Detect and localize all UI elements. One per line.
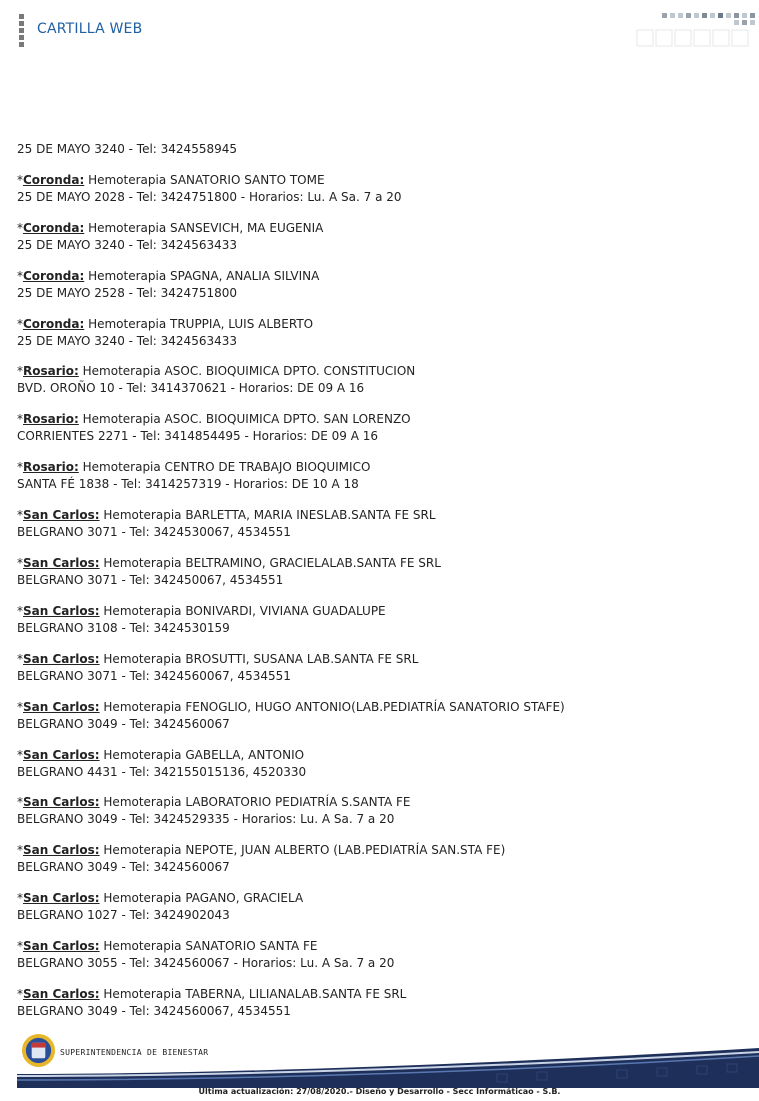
entry-name: Hemoterapia TABERNA, LILIANALAB.SANTA FE SRL <box>99 987 407 1002</box>
entry-name: Hemoterapia GABELLA, ANTONIO <box>99 747 305 762</box>
entry-name: Hemoterapia TRUPPIA, LUIS ALBERTO <box>84 316 314 331</box>
entry-detail: BELGRANO 3071 - Tel: 3424560067, 4534551 <box>17 668 291 683</box>
entry-title: *Rosario: Hemoterapia CENTRO DE TRABAJO BIOQUIMICO <box>17 460 371 475</box>
entry-detail: BELGRANO 1027 - Tel: 3424902043 <box>17 908 230 923</box>
entry-detail: 25 DE MAYO 3240 - Tel: 3424558945 <box>17 142 237 156</box>
entry-detail: BELGRANO 3071 - Tel: 342450067, 4534551 <box>17 573 284 588</box>
brand-title: CARTILLA WEB <box>37 21 143 37</box>
entry-city: Coronda: <box>23 220 85 235</box>
entry-city: San Carlos: <box>23 987 100 1002</box>
list-item <box>17 603 747 637</box>
entry-detail: BELGRANO 3055 - Tel: 3424560067 - Horarios: Lu. A Sa. 7 a 20 <box>17 956 395 971</box>
entry-title: *Coronda: Hemoterapia SPAGNA, ANALIA SILVINA <box>17 268 320 283</box>
entry-name: Hemoterapia ASOC. BIOQUIMICA DPTO. CONSTITUCION <box>78 364 416 379</box>
entry-detail: SANTA FÉ 1838 - Tel: 3414257319 - Horarios: DE 10 A 18 <box>17 477 359 492</box>
entry-city: San Carlos: <box>23 556 100 571</box>
entry-title: *San Carlos: Hemoterapia PAGANO, GRACIELA <box>17 891 304 906</box>
list-item <box>17 747 747 781</box>
entry-title: *Coronda: Hemoterapia TRUPPIA, LUIS ALBERTO <box>17 316 314 331</box>
list-item <box>17 411 747 445</box>
entry-title: *Coronda: Hemoterapia SANATORIO SANTO TOME <box>17 172 325 187</box>
entry-name: Hemoterapia SPAGNA, ANALIA SILVINA <box>84 268 320 283</box>
list-item <box>17 172 747 206</box>
entry-detail: 25 DE MAYO 3240 - Tel: 3424563433 <box>17 333 237 348</box>
list-item <box>17 316 747 350</box>
entry-title: *San Carlos: Hemoterapia TABERNA, LILIANALAB.SANTA FE SRL <box>17 987 407 1002</box>
entry-detail: BVD. OROÑO 10 - Tel: 3414370621 - Horarios: DE 09 A 16 <box>17 381 365 396</box>
entry-title: *San Carlos: Hemoterapia BONIVARDI, VIVIANA GUADALUPE <box>17 603 386 618</box>
list-item <box>17 986 747 1020</box>
footer-band <box>17 1036 759 1088</box>
entry-city: Coronda: <box>23 268 85 283</box>
entry-title: *San Carlos: Hemoterapia BROSUTTI, SUSANA LAB.SANTA FE SRL <box>17 651 419 666</box>
entry-name: Hemoterapia PAGANO, GRACIELA <box>99 891 304 906</box>
entry-name: Hemoterapia FENOGLIO, HUGO ANTONIO(LAB.PEDIATRÍA SANATORIO STAFE) <box>99 699 565 714</box>
list-item <box>17 363 747 397</box>
page-footer <box>0 1028 759 1101</box>
directory-listing <box>17 141 747 1034</box>
list-item <box>17 555 747 589</box>
entry-title: *San Carlos: Hemoterapia FENOGLIO, HUGO ANTONIO(LAB.PEDIATRÍA SANATORIO STAFE) <box>17 699 565 714</box>
entry-name: Hemoterapia ASOC. BIOQUIMICA DPTO. SAN LORENZO <box>78 412 411 427</box>
entry-city: Rosario: <box>23 460 79 475</box>
entry-detail: BELGRANO 3049 - Tel: 3424560067 <box>17 860 230 875</box>
organization-name: SUPERINTENDENCIA DE BIENESTAR <box>60 1048 209 1057</box>
entry-city: San Carlos: <box>23 651 100 666</box>
entry-city: Coronda: <box>23 172 85 187</box>
list-item <box>17 842 747 876</box>
entry-city: Coronda: <box>23 316 85 331</box>
entry-title: *Rosario: Hemoterapia ASOC. BIOQUIMICA DPTO. SAN LORENZO <box>17 412 411 427</box>
entry-detail: 25 DE MAYO 3240 - Tel: 3424563433 <box>17 237 237 252</box>
entry-name: Hemoterapia SANATORIO SANTO TOME <box>84 172 325 187</box>
entry-name: Hemoterapia SANATORIO SANTA FE <box>99 939 318 954</box>
entry-detail: BELGRANO 4431 - Tel: 342155015136, 4520330 <box>17 764 307 779</box>
brand-mark-icon <box>19 14 24 48</box>
entry-title: *Rosario: Hemoterapia ASOC. BIOQUIMICA DPTO. CONSTITUCION <box>17 364 416 379</box>
entry-name: Hemoterapia SANSEVICH, MA EUGENIA <box>84 220 324 235</box>
list-item <box>17 699 747 733</box>
entry-name: Hemoterapia BARLETTA, MARIA INESLAB.SANTA FE SRL <box>99 508 436 523</box>
entry-detail: BELGRANO 3049 - Tel: 3424529335 - Horarios: Lu. A Sa. 7 a 20 <box>17 812 395 827</box>
entry-detail: BELGRANO 3049 - Tel: 3424560067, 4534551 <box>17 1004 291 1019</box>
entry-detail: CORRIENTES 2271 - Tel: 3414854495 - Horarios: DE 09 A 16 <box>17 429 378 444</box>
entry-title: *Coronda: Hemoterapia SANSEVICH, MA EUGENIA <box>17 220 324 235</box>
entry-name: Hemoterapia LABORATORIO PEDIATRÍA S.SANTA FE <box>99 795 411 810</box>
entry-name: Hemoterapia BONIVARDI, VIVIANA GUADALUPE <box>99 603 386 618</box>
entry-city: San Carlos: <box>23 699 100 714</box>
list-item <box>17 938 747 972</box>
list-item <box>17 890 747 924</box>
entry-city: San Carlos: <box>23 747 100 762</box>
entry-city: San Carlos: <box>23 508 100 523</box>
entry-detail: 25 DE MAYO 2528 - Tel: 3424751800 <box>17 285 237 300</box>
entry-name: Hemoterapia CENTRO DE TRABAJO BIOQUIMICO <box>78 460 371 475</box>
institution-seal-icon <box>21 1033 56 1068</box>
entry-name: Hemoterapia BELTRAMINO, GRACIELALAB.SANTA FE SRL <box>99 556 441 571</box>
list-item <box>17 794 747 828</box>
decorative-squares-icon <box>634 10 759 50</box>
entry-city: Rosario: <box>23 364 79 379</box>
list-item <box>17 459 747 493</box>
entry-detail: BELGRANO 3049 - Tel: 3424560067 <box>17 716 230 731</box>
list-item <box>17 268 747 302</box>
list-item <box>17 220 747 254</box>
list-item <box>17 141 747 158</box>
entry-title: *San Carlos: Hemoterapia NEPOTE, JUAN ALBERTO (LAB.PEDIATRÍA SAN.STA FE) <box>17 843 506 858</box>
entry-detail: 25 DE MAYO 2028 - Tel: 3424751800 - Horarios: Lu. A Sa. 7 a 20 <box>17 189 402 204</box>
entry-city: San Carlos: <box>23 939 100 954</box>
entry-detail: BELGRANO 3071 - Tel: 3424530067, 4534551 <box>17 525 291 540</box>
entry-title: *San Carlos: Hemoterapia LABORATORIO PEDIATRÍA S.SANTA FE <box>17 795 411 810</box>
entry-city: San Carlos: <box>23 603 100 618</box>
entry-city: San Carlos: <box>23 795 100 810</box>
entry-title: *San Carlos: Hemoterapia BARLETTA, MARIA INESLAB.SANTA FE SRL <box>17 508 436 523</box>
update-footnote: Última actualización: 27/08/2020.- Diseño y Desarrollo - Secc Informáticao - S.B. <box>198 1087 561 1096</box>
list-item <box>17 507 747 541</box>
page-header <box>0 0 759 62</box>
entry-title: *San Carlos: Hemoterapia GABELLA, ANTONIO <box>17 747 305 762</box>
entry-detail: BELGRANO 3108 - Tel: 3424530159 <box>17 620 230 635</box>
list-item <box>17 651 747 685</box>
entry-city: Rosario: <box>23 412 79 427</box>
entry-title: *San Carlos: Hemoterapia SANATORIO SANTA FE <box>17 939 318 954</box>
entry-name: Hemoterapia NEPOTE, JUAN ALBERTO (LAB.PEDIATRÍA SAN.STA FE) <box>99 843 506 858</box>
entry-name: Hemoterapia BROSUTTI, SUSANA LAB.SANTA FE SRL <box>99 651 419 666</box>
entry-city: San Carlos: <box>23 843 100 858</box>
entry-title: *San Carlos: Hemoterapia BELTRAMINO, GRACIELALAB.SANTA FE SRL <box>17 556 441 571</box>
entry-city: San Carlos: <box>23 891 100 906</box>
